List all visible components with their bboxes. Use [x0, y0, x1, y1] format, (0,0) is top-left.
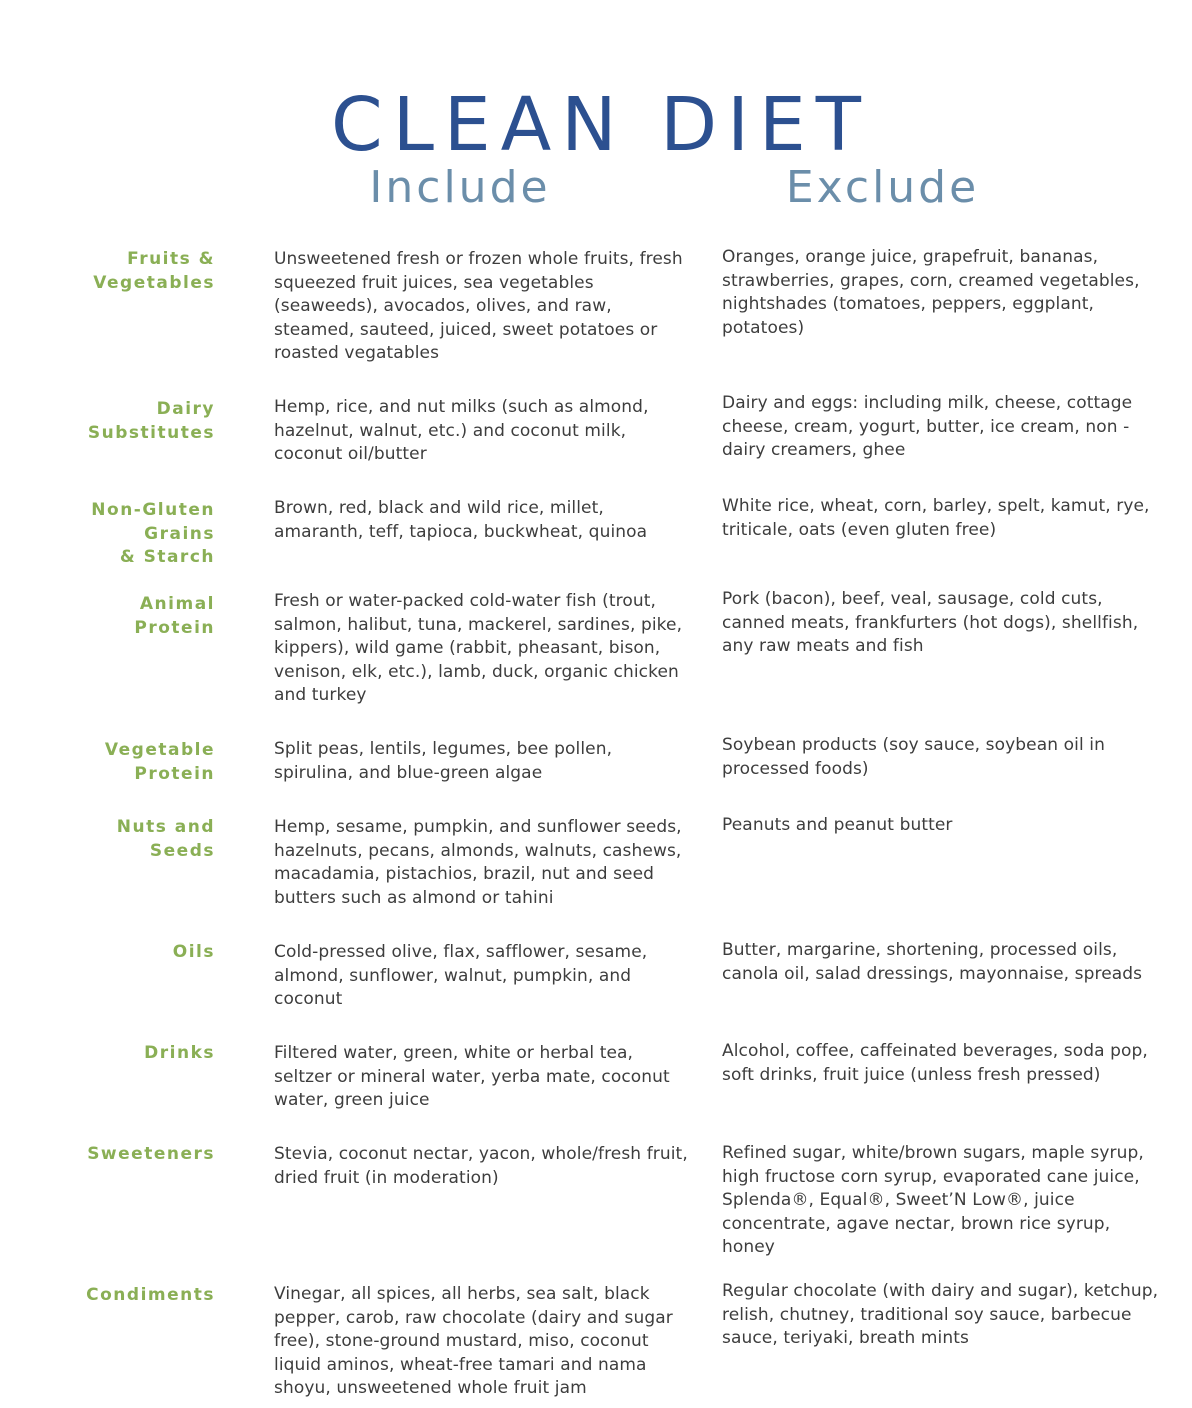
include-cell: Unsweetened fresh or frozen whole fruits, fresh squeezed fruit juices, sea vegetables (seaweeds), avocados, olives, and raw, steamed, sauteed, juiced, sweet potatoes or roasted vegatables	[274, 249, 683, 363]
include-cell: Vinegar, all spices, all herbs, sea salt, black pepper, carob, raw chocolate (dairy and sugar free), stone-ground mustard, miso, coconut liquid aminos, wheat-free tamari and nama shoyu, unsweetened whole fruit jam	[274, 1284, 673, 1398]
include-column-header: Include	[369, 162, 551, 213]
exclude-cell: Regular chocolate (with dairy and sugar), ketchup, relish, chutney, traditional soy sauce, barbecue sauce, teriyaki, breath mints	[722, 1281, 1159, 1348]
include-cell: Brown, red, black and wild rice, millet, amaranth, teff, tapioca, buckwheat, quinoa	[274, 498, 648, 542]
include-cell: Hemp, sesame, pumpkin, and sunflower seeds, hazelnuts, pecans, almonds, walnuts, cashews, macadamia, pistachios, brazil, nut and seed butters such as almond or tahini	[274, 817, 682, 908]
exclude-cell: Butter, margarine, shortening, processed oils, canola oil, salad dressings, mayonnaise, spreads	[722, 940, 1143, 984]
exclude-cell: Pork (bacon), beef, veal, sausage, cold cuts, canned meats, frankfurters (hot dogs), shellfish, any raw meats and fish	[722, 589, 1139, 656]
include-cell: Cold-pressed olive, flax, safflower, sesame, almond, sunflower, walnut, pumpkin, and coconut	[274, 942, 648, 1009]
include-cell: Filtered water, green, white or herbal tea, seltzer or mineral water, yerba mate, coconut water, green juice	[274, 1043, 670, 1110]
exclude-cell: Soybean products (soy sauce, soybean oil in processed foods)	[722, 735, 1105, 779]
exclude-cell: Peanuts and peanut butter	[722, 815, 953, 835]
category-label: Oils	[172, 942, 215, 962]
category-label: Non-Gluten Grains & Starch	[91, 500, 215, 567]
category-label: Drinks	[144, 1043, 215, 1063]
exclude-column-header: Exclude	[785, 162, 980, 213]
page-title: CLEAN DIET	[331, 81, 871, 168]
include-cell: Fresh or water-packed cold-water fish (trout, salmon, halibut, tuna, mackerel, sardines, pike, kippers), wild game (rabbit, pheasant, bison, venison, elk, etc.), lamb, duck, organic chicken and turkey	[274, 591, 683, 705]
category-label: Vegetable Protein	[104, 740, 215, 784]
exclude-cell: White rice, wheat, corn, barley, spelt, kamut, rye, triticale, oats (even gluten free)	[722, 496, 1150, 540]
category-label: Condiments	[86, 1285, 215, 1305]
exclude-cell: Refined sugar, white/brown sugars, maple syrup, high fructose corn syrup, evaporated cane juice, Splenda®, Equal®, Sweet’N Low®, juice concentrate, agave nectar, brown rice syrup, honey	[722, 1143, 1144, 1257]
exclude-cell: Dairy and eggs: including milk, cheese, cottage cheese, cream, yogurt, butter, ice cream, non - dairy creamers, ghee	[722, 393, 1133, 460]
exclude-cell: Oranges, orange juice, grapefruit, bananas, strawberries, grapes, corn, creamed vegetables, nightshades (tomatoes, peppers, eggplant, potatoes)	[722, 247, 1140, 338]
exclude-cell: Alcohol, coffee, caffeinated beverages, soda pop, soft drinks, fruit juice (unless fresh pressed)	[722, 1041, 1148, 1085]
include-cell: Stevia, coconut nectar, yacon, whole/fresh fruit, dried fruit (in moderation)	[274, 1144, 688, 1188]
category-label: Nuts and Seeds	[116, 817, 215, 861]
include-cell: Split peas, lentils, legumes, bee pollen, spirulina, and blue-green algae	[274, 739, 613, 783]
category-label: Fruits & Vegetables	[93, 249, 215, 293]
category-label: Dairy Substitutes	[87, 399, 215, 443]
category-label: Sweeteners	[87, 1144, 215, 1164]
include-cell: Hemp, rice, and nut milks (such as almond, hazelnut, walnut, etc.) and coconut milk, coconut oil/butter	[274, 397, 649, 464]
category-label: Animal Protein	[134, 594, 215, 638]
